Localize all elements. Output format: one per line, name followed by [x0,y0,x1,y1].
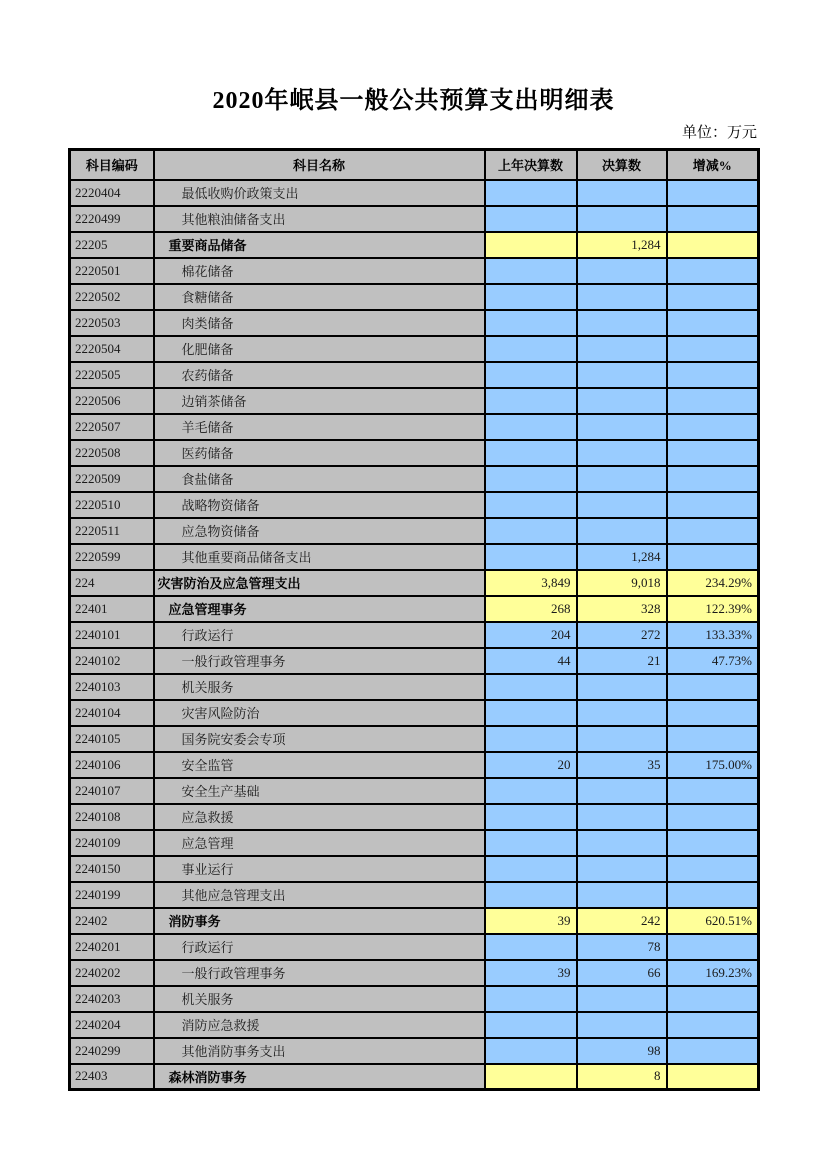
final-account-value-cell [577,336,667,362]
subject-code-cell: 2240109 [70,830,154,856]
subject-code-cell: 224 [70,570,154,596]
final-account-value-cell [577,830,667,856]
column-header-final-account: 决算数 [577,150,667,180]
subject-name-cell: 安全监管 [154,752,485,778]
change-pct-value-cell: 620.51% [667,908,759,934]
prev-year-value-cell: 204 [485,622,577,648]
subject-code-cell: 2220509 [70,466,154,492]
change-pct-value-cell [667,544,759,570]
prev-year-value-cell [485,1038,577,1064]
table-row [70,1064,759,1090]
subject-code-cell: 2240204 [70,1012,154,1038]
subject-code-cell: 2220505 [70,362,154,388]
subject-name-cell: 事业运行 [154,856,485,882]
subject-code-cell: 2240107 [70,778,154,804]
prev-year-value-cell [485,1012,577,1038]
prev-year-value-cell [485,362,577,388]
final-account-value-cell [577,362,667,388]
change-pct-value-cell: 169.23% [667,960,759,986]
subject-code-cell: 2240105 [70,726,154,752]
prev-year-value-cell: 3,849 [485,570,577,596]
table-row [70,674,759,700]
table-row [70,336,759,362]
subject-name-cell: 羊毛储备 [154,414,485,440]
change-pct-value-cell [667,414,759,440]
subject-name-cell: 应急管理事务 [154,596,485,622]
prev-year-value-cell [485,414,577,440]
subject-code-cell: 2240106 [70,752,154,778]
subject-name-cell: 森林消防事务 [154,1064,485,1090]
final-account-value-cell [577,310,667,336]
change-pct-value-cell [667,336,759,362]
subject-name-cell: 应急管理 [154,830,485,856]
subject-name-cell: 重要商品储备 [154,232,485,258]
final-account-value-cell [577,388,667,414]
final-account-value-cell: 328 [577,596,667,622]
final-account-value-cell [577,284,667,310]
prev-year-value-cell [485,700,577,726]
subject-code-cell: 2240102 [70,648,154,674]
change-pct-value-cell: 47.73% [667,648,759,674]
final-account-value-cell [577,206,667,232]
subject-name-cell: 其他粮油储备支出 [154,206,485,232]
table-body [70,180,759,1090]
change-pct-value-cell: 175.00% [667,752,759,778]
change-pct-value-cell [667,492,759,518]
table-row [70,778,759,804]
subject-name-cell: 最低收购价政策支出 [154,180,485,206]
change-pct-value-cell [667,284,759,310]
subject-name-cell: 行政运行 [154,934,485,960]
subject-name-cell: 应急物资储备 [154,518,485,544]
table-row [70,830,759,856]
table-row [70,856,759,882]
subject-name-cell: 消防事务 [154,908,485,934]
subject-code-cell: 2240299 [70,1038,154,1064]
change-pct-value-cell [667,518,759,544]
column-header-subject-name: 科目名称 [154,150,485,180]
change-pct-value-cell: 133.33% [667,622,759,648]
subject-code-cell: 2220599 [70,544,154,570]
final-account-value-cell [577,986,667,1012]
change-pct-value-cell [667,1064,759,1090]
table-row [70,726,759,752]
column-header-change-pct: 增减% [667,150,759,180]
subject-code-cell: 22403 [70,1064,154,1090]
change-pct-value-cell [667,232,759,258]
subject-name-cell: 棉花储备 [154,258,485,284]
prev-year-value-cell [485,232,577,258]
table-row [70,284,759,310]
table-row [70,258,759,284]
table-row [70,700,759,726]
prev-year-value-cell [485,284,577,310]
final-account-value-cell [577,674,667,700]
subject-name-cell: 机关服务 [154,674,485,700]
final-account-value-cell [577,1012,667,1038]
final-account-value-cell [577,466,667,492]
final-account-value-cell: 78 [577,934,667,960]
table-row [70,388,759,414]
table-row [70,492,759,518]
subject-name-cell: 灾害防治及应急管理支出 [154,570,485,596]
prev-year-value-cell [485,440,577,466]
change-pct-value-cell [667,310,759,336]
change-pct-value-cell [667,258,759,284]
prev-year-value-cell [485,466,577,492]
prev-year-value-cell [485,674,577,700]
change-pct-value-cell [667,206,759,232]
table-row [70,1012,759,1038]
table-row [70,882,759,908]
subject-name-cell: 战略物资储备 [154,492,485,518]
prev-year-value-cell [485,258,577,284]
prev-year-value-cell: 268 [485,596,577,622]
change-pct-value-cell [667,674,759,700]
final-account-value-cell: 8 [577,1064,667,1090]
table-row [70,986,759,1012]
subject-name-cell: 食盐储备 [154,466,485,492]
change-pct-value-cell [667,466,759,492]
prev-year-value-cell [485,310,577,336]
final-account-value-cell [577,518,667,544]
prev-year-value-cell [485,856,577,882]
final-account-value-cell [577,778,667,804]
table-row [70,934,759,960]
subject-name-cell: 化肥储备 [154,336,485,362]
change-pct-value-cell [667,856,759,882]
change-pct-value-cell [667,830,759,856]
prev-year-value-cell [485,206,577,232]
subject-name-cell: 一般行政管理事务 [154,960,485,986]
subject-code-cell: 2240108 [70,804,154,830]
prev-year-value-cell [485,986,577,1012]
subject-code-cell: 2240201 [70,934,154,960]
change-pct-value-cell [667,180,759,206]
change-pct-value-cell [667,700,759,726]
prev-year-value-cell [485,804,577,830]
table-row [70,752,759,778]
column-header-prev-year-final: 上年决算数 [485,150,577,180]
subject-code-cell: 2240101 [70,622,154,648]
change-pct-value-cell [667,934,759,960]
final-account-value-cell [577,856,667,882]
subject-code-cell: 2240150 [70,856,154,882]
change-pct-value-cell [667,362,759,388]
subject-code-cell: 2220501 [70,258,154,284]
table-row [70,960,759,986]
subject-name-cell: 医药储备 [154,440,485,466]
final-account-value-cell [577,180,667,206]
prev-year-value-cell: 20 [485,752,577,778]
final-account-value-cell: 9,018 [577,570,667,596]
subject-code-cell: 2220504 [70,336,154,362]
final-account-value-cell: 1,284 [577,232,667,258]
table-row [70,1038,759,1064]
subject-code-cell: 2220508 [70,440,154,466]
subject-code-cell: 22205 [70,232,154,258]
table-row [70,180,759,206]
prev-year-value-cell [485,778,577,804]
change-pct-value-cell: 122.39% [667,596,759,622]
prev-year-value-cell: 44 [485,648,577,674]
final-account-value-cell [577,258,667,284]
final-account-value-cell [577,726,667,752]
subject-name-cell: 其他重要商品储备支出 [154,544,485,570]
final-account-value-cell [577,414,667,440]
subject-code-cell: 2240104 [70,700,154,726]
final-account-value-cell [577,440,667,466]
table-row [70,544,759,570]
subject-name-cell: 安全生产基础 [154,778,485,804]
table-row [70,232,759,258]
prev-year-value-cell: 39 [485,908,577,934]
subject-code-cell: 2240203 [70,986,154,1012]
prev-year-value-cell [485,726,577,752]
table-row [70,206,759,232]
subject-name-cell: 灾害风险防治 [154,700,485,726]
table-header-row [70,150,759,180]
subject-code-cell: 2220499 [70,206,154,232]
table-row [70,362,759,388]
subject-code-cell: 2220502 [70,284,154,310]
subject-code-cell: 2220506 [70,388,154,414]
final-account-value-cell: 242 [577,908,667,934]
final-account-value-cell: 21 [577,648,667,674]
subject-code-cell: 2240103 [70,674,154,700]
column-header-subject-code: 科目编码 [70,150,154,180]
subject-name-cell: 农药储备 [154,362,485,388]
table-row [70,310,759,336]
table-row [70,622,759,648]
subject-code-cell: 2220503 [70,310,154,336]
subject-code-cell: 2220507 [70,414,154,440]
final-account-value-cell [577,492,667,518]
subject-name-cell: 其他消防事务支出 [154,1038,485,1064]
change-pct-value-cell [667,778,759,804]
prev-year-value-cell [485,830,577,856]
table-row [70,466,759,492]
table-row [70,440,759,466]
prev-year-value-cell [485,180,577,206]
subject-name-cell: 消防应急救援 [154,1012,485,1038]
subject-code-cell: 22402 [70,908,154,934]
subject-code-cell: 2220511 [70,518,154,544]
subject-name-cell: 应急救援 [154,804,485,830]
prev-year-value-cell [485,882,577,908]
table-row [70,804,759,830]
prev-year-value-cell [485,518,577,544]
change-pct-value-cell [667,986,759,1012]
final-account-value-cell [577,882,667,908]
subject-name-cell: 国务院安委会专项 [154,726,485,752]
subject-code-cell: 2220404 [70,180,154,206]
table-row [70,518,759,544]
page-title: 2020年岷县一般公共预算支出明细表 [212,88,615,114]
subject-name-cell: 行政运行 [154,622,485,648]
prev-year-value-cell: 39 [485,960,577,986]
final-account-value-cell: 272 [577,622,667,648]
final-account-value-cell [577,700,667,726]
subject-name-cell: 肉类储备 [154,310,485,336]
budget-table [68,148,760,1091]
subject-name-cell: 机关服务 [154,986,485,1012]
change-pct-value-cell [667,440,759,466]
change-pct-value-cell [667,1038,759,1064]
prev-year-value-cell [485,1064,577,1090]
subject-code-cell: 22401 [70,596,154,622]
subject-name-cell: 其他应急管理支出 [154,882,485,908]
final-account-value-cell: 1,284 [577,544,667,570]
table-row [70,648,759,674]
change-pct-value-cell [667,726,759,752]
subject-code-cell: 2240202 [70,960,154,986]
change-pct-value-cell [667,388,759,414]
subject-code-cell: 2240199 [70,882,154,908]
table-row [70,570,759,596]
change-pct-value-cell [667,882,759,908]
final-account-value-cell: 98 [577,1038,667,1064]
final-account-value-cell [577,804,667,830]
prev-year-value-cell [485,934,577,960]
final-account-value-cell: 66 [577,960,667,986]
subject-name-cell: 边销茶储备 [154,388,485,414]
prev-year-value-cell [485,492,577,518]
unit-label: 单位：万元 [681,125,757,141]
prev-year-value-cell [485,544,577,570]
subject-name-cell: 一般行政管理事务 [154,648,485,674]
subject-name-cell: 食糖储备 [154,284,485,310]
change-pct-value-cell [667,804,759,830]
table-row [70,908,759,934]
change-pct-value-cell: 234.29% [667,570,759,596]
change-pct-value-cell [667,1012,759,1038]
subject-code-cell: 2220510 [70,492,154,518]
table-row [70,596,759,622]
final-account-value-cell: 35 [577,752,667,778]
prev-year-value-cell [485,388,577,414]
prev-year-value-cell [485,336,577,362]
table-row [70,414,759,440]
